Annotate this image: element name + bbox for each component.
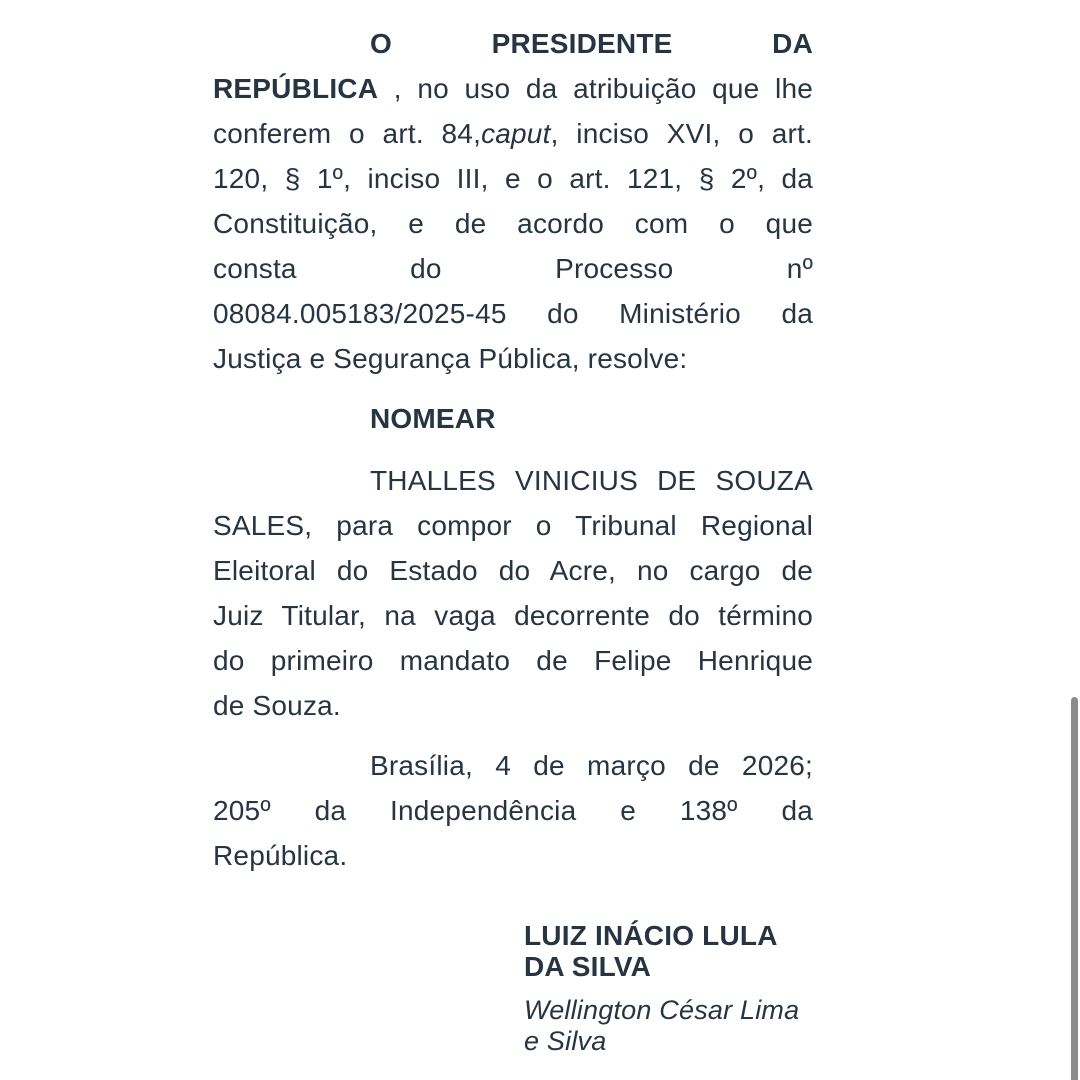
decree-text [213, 21, 813, 1057]
date-paragraph [213, 743, 813, 878]
minister-name-line-1: Wellington César Lima [524, 995, 800, 1025]
preamble-line-7: 08084.005183/2025-45 do Ministério da [213, 298, 813, 329]
appointment-line-4: Juiz Titular, na vaga decorrente do término [213, 600, 813, 631]
president-name [524, 920, 813, 982]
president-name-line-1: LUIZ INÁCIO LULA [524, 920, 778, 951]
preamble-paragraph [213, 21, 813, 381]
preamble-line-8: Justiça e Segurança Pública, resolve: [213, 343, 688, 374]
preamble-bold-opening: O PRESIDENTE DA [370, 28, 813, 59]
date-line-3: República. [213, 840, 348, 871]
preamble-line-4: 120, § 1º, inciso III, e o art. 121, § 2º, da [213, 163, 813, 194]
preamble-line-3-a: conferem o art. 84, [213, 118, 482, 149]
preamble-line-3 [213, 111, 813, 156]
minister-name-line-2: e Silva [524, 1026, 607, 1056]
appointment-line-1: THALLES VINICIUS DE SOUZA [370, 465, 813, 496]
preamble-line-2 [213, 66, 813, 111]
preamble-line-1 [213, 21, 813, 66]
republica-bold: REPÚBLICA [213, 73, 379, 104]
signature-block [524, 920, 813, 1057]
date-line-2: 205º da Independência e 138º da [213, 795, 813, 826]
appointment-line-3: Eleitoral do Estado do Acre, no cargo de [213, 555, 813, 586]
nomear-heading: NOMEAR [370, 403, 496, 434]
appointment-line-6: de Souza. [213, 690, 341, 721]
preamble-line-3-b: , inciso XVI, o art. [550, 118, 813, 149]
caput-italic: caput [481, 118, 551, 149]
preamble-line-2-rest: , no uso da atribuição que lhe [378, 73, 813, 104]
appointment-line-5: do primeiro mandato de Felipe Henrique [213, 645, 813, 676]
preamble-line-6: consta do Processo nº [213, 253, 813, 284]
minister-name [524, 995, 813, 1057]
appointment-line-2: SALES, para compor o Tribunal Regional [213, 510, 813, 541]
preamble-line-5: Constituição, e de acordo com o que [213, 208, 813, 239]
scrollbar-thumb[interactable] [1071, 697, 1078, 1080]
appointment-paragraph [213, 458, 813, 728]
date-line-1: Brasília, 4 de março de 2026; [370, 750, 813, 781]
president-name-line-2: DA SILVA [524, 951, 652, 982]
